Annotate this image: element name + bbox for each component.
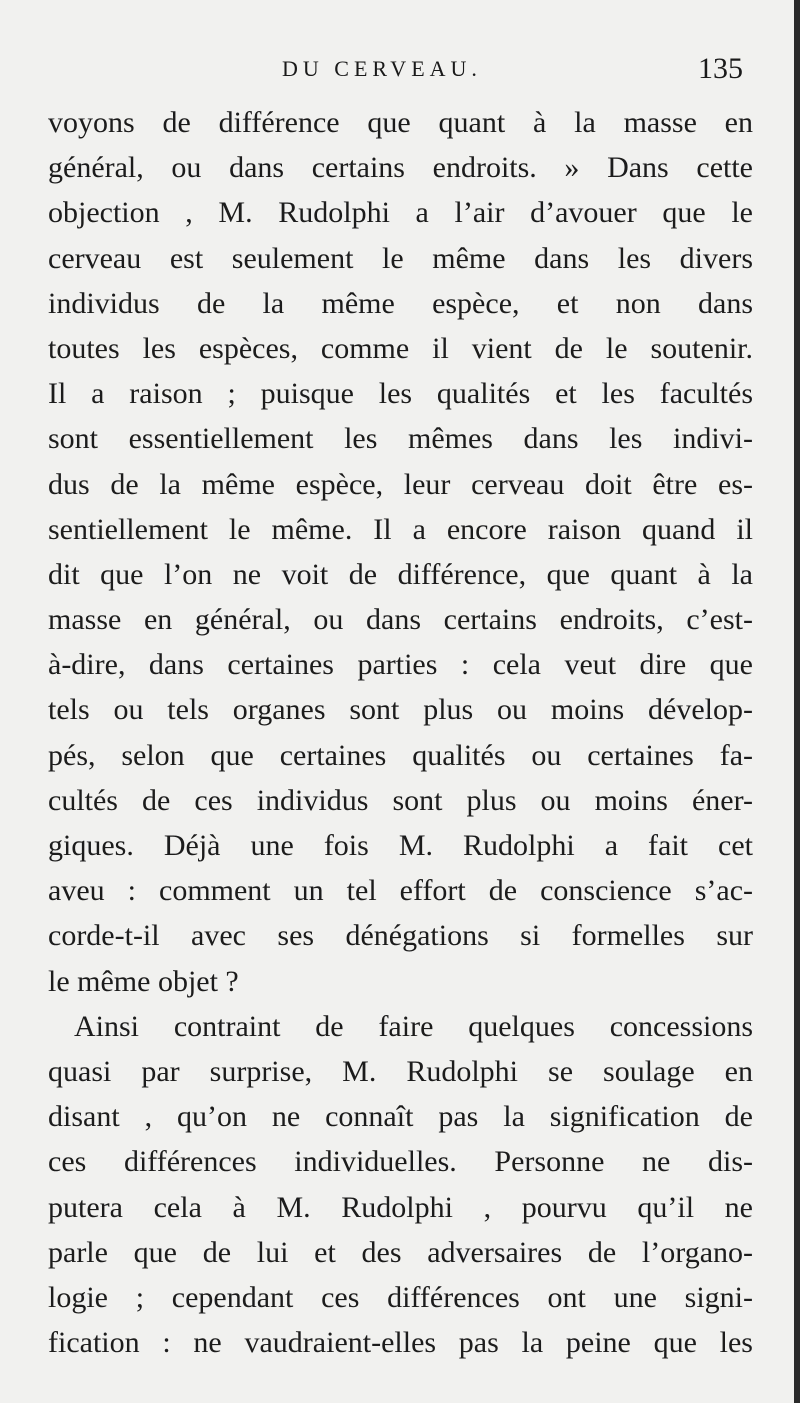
text-line: ces différences individuelles. Personne ne dis-	[48, 1145, 753, 1179]
text-line: corde-t-il avec ses dénégations si formelles sur	[48, 919, 753, 953]
text-line: général, ou dans certains endroits. » Dans cette	[48, 151, 753, 185]
text-line: objection , M. Rudolphi a l’air d’avouer que le	[48, 196, 753, 230]
text-line: à-dire, dans certaines parties : cela veut dire que	[48, 648, 753, 682]
text-line: cerveau est seulement le même dans les divers	[48, 241, 753, 275]
page-number: 135	[698, 52, 743, 85]
text-line: individus de la même espèce, et non dans	[48, 286, 753, 320]
running-head: DU CERVEAU.	[282, 56, 482, 81]
paragraph-last-line: le même objet ?	[48, 964, 239, 998]
body-text	[48, 100, 753, 1365]
text-line: pés, selon que certaines qualités ou certaines fa-	[48, 738, 753, 772]
text-line: logie ; cependant ces différences ont une signi-	[48, 1280, 753, 1314]
text-line: tels ou tels organes sont plus ou moins dévelop-	[48, 693, 753, 727]
text-line: toutes les espèces, comme il vient de le soutenir.	[48, 331, 753, 365]
text-line: aveu : comment un tel effort de conscience s’ac-	[48, 874, 753, 908]
text-line: masse en général, ou dans certains endroits, c’est-	[48, 603, 753, 637]
page-header	[0, 52, 800, 92]
text-line: disant , qu’on ne connaît pas la signification de	[48, 1100, 753, 1134]
text-line: giques. Déjà une fois M. Rudolphi a fait cet	[48, 829, 753, 862]
text-line: fication : ne vaudraient-elles pas la peine que les	[48, 1326, 753, 1360]
text-line: Il a raison ; puisque les qualités et les facultés	[48, 377, 753, 411]
text-line: voyons de différence que quant à la masse en	[48, 106, 753, 139]
text-line: cultés de ces individus sont plus ou moins éner-	[48, 783, 753, 817]
text-line: dit que l’on ne voit de différence, que quant à la	[48, 557, 753, 591]
text-line: sont essentiellement les mêmes dans les indivi-	[48, 422, 753, 456]
page-edge-shadow	[794, 0, 800, 1403]
text-line: dus de la même espèce, leur cerveau doit être es-	[48, 467, 753, 501]
paragraph-first-line: Ainsi contraint de faire quelques concessions	[74, 1009, 753, 1043]
text-line: putera cela à M. Rudolphi , pourvu qu’il ne	[48, 1190, 753, 1224]
text-line: sentiellement le même. Il a encore raison quand il	[48, 512, 753, 546]
text-line: parle que de lui et des adversaires de l’organo-	[48, 1235, 753, 1269]
text-line: quasi par surprise, M. Rudolphi se soulage en	[48, 1054, 753, 1088]
